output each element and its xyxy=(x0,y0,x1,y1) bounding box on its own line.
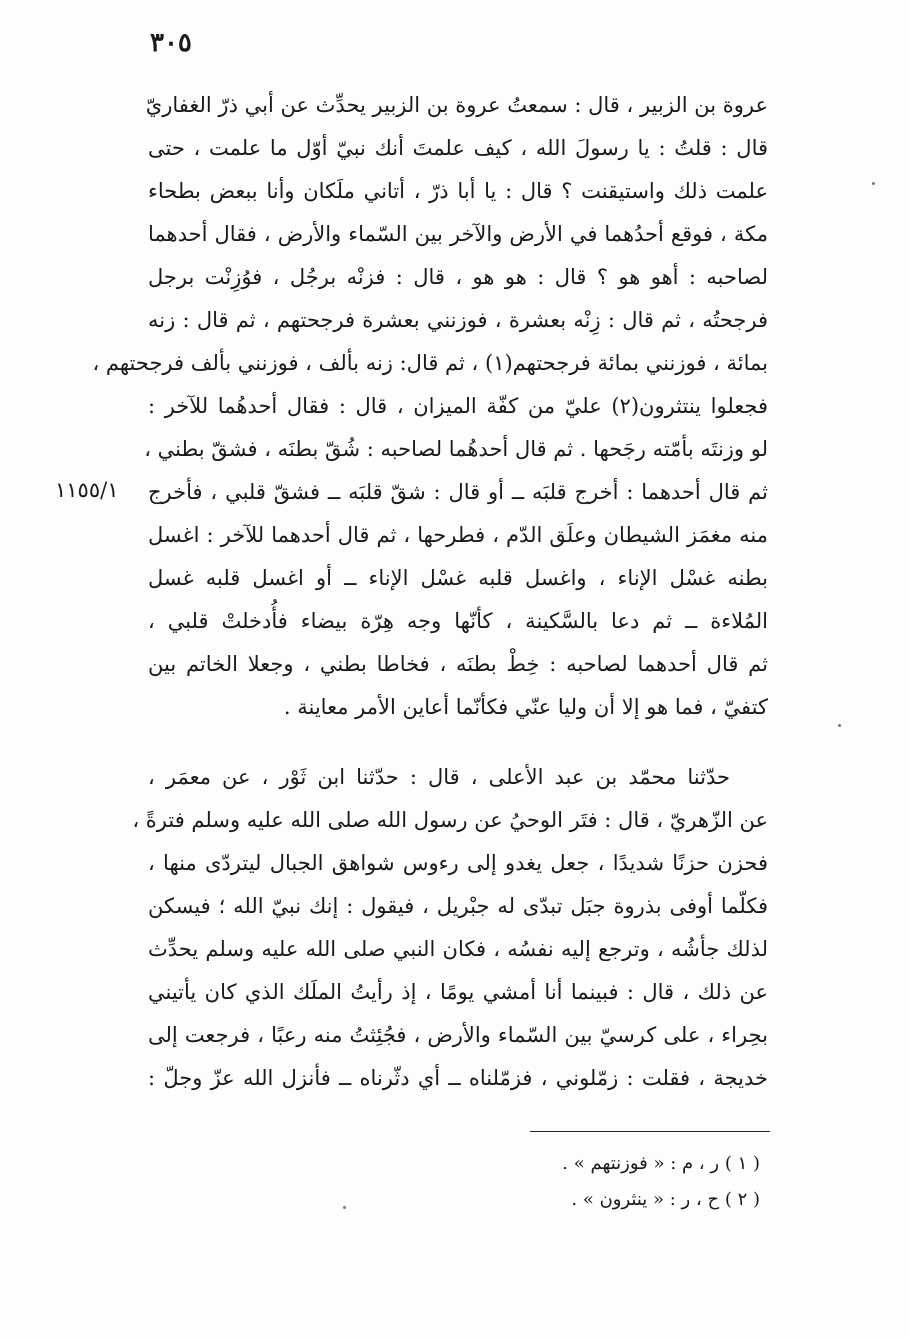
text-line: لصاحبه : أهو هو ؟ قال : هو هو ، قال : فزنْه برجُل ، فوُزِنْت برجل xyxy=(148,265,768,289)
text-line: فكلّما أوفى بذروة جبَل تبدّى له جبْريل ، فيقول : إنك نبيّ الله ؛ فيسكن xyxy=(148,894,768,918)
text-line: فحزن حزنًا شديدًا ، جعل يغدو إلى رءوس شواهق الجبال ليتردّى منها ، xyxy=(148,851,768,875)
text-line: فجعلوا ينتثرون(٢) عليّ من كفّة الميزان ، قال : فقال أحدهُما للآخر : xyxy=(148,394,769,418)
scan-speck xyxy=(872,182,875,185)
text-line: ثم قال أحدهما لصاحبه : خِطْ بطنَه ، فخاطا بطني ، وجعلا الخاتم بين xyxy=(148,652,768,676)
text-line: بحِراء ، على كرسيّ بين السّماء والأرض ، فجُئِثتُ منه رعبًا ، فرجعت إلى xyxy=(148,1023,768,1047)
text-line: منه مغمَز الشيطان وعلَق الدّم ، فطرحها ، ثم قال أحدهما للآخر : اغسل xyxy=(148,523,768,547)
text-line: عن الزّهريّ ، قال : فتَر الوحيُ عن رسول الله صلى الله عليه وسلم فترةً ، xyxy=(132,808,768,832)
side-reference: ١١٥٥/١ xyxy=(55,478,119,502)
text-line: لذلك جأشُه ، وترجع إليه نفسُه ، فكان النبي صلى الله عليه وسلم يحدِّث xyxy=(148,937,768,961)
text-line: علمت ذلك واستيقنت ؟ قال : يا أبا ذرّ ، أتاني ملَكان وأنا ببعض بطحاء xyxy=(148,179,768,203)
text-line: المُلاءة ــ ثم دعا بالسَّكينة ، كأنّها وجه هِرّة بيضاء فأُدخلتْ قلبي ، xyxy=(148,609,768,633)
paragraph-2 xyxy=(132,756,768,1100)
footnote-divider xyxy=(530,1131,770,1132)
text-line: عن ذلك ، قال : فبينما أنا أمشي يومًا ، إذ رأيتُ الملَك الذي كان يأتيني xyxy=(148,980,768,1004)
page-number: ٣٠٥ xyxy=(150,28,192,58)
paragraph-1 xyxy=(92,84,769,729)
footnotes xyxy=(400,1146,760,1218)
text-line: عروة بن الزبير ، قال : سمعتُ عروة بن الزبير يحدِّث عن أبي ذرّ الغفاريّ xyxy=(145,93,768,117)
scan-speck xyxy=(838,724,841,727)
text-line: خديجة ، فقلت : زمّلوني ، فزمّلناه ــ أي دثّرناه ــ فأنزل الله عزّ وجلّ : xyxy=(148,1066,768,1090)
text-line: حدّثنا محمّد بن عبد الأعلى ، قال : حدّثنا ابن ثَوْر ، عن معمَر ، xyxy=(148,765,730,789)
scan-speck xyxy=(343,1206,346,1209)
text-line: مكة ، فوقع أحدُهما في الأرض والآخر بين السّماء والأرض ، فقال أحدهما xyxy=(148,222,768,246)
footnote-1: ( ١ ) ر ، م : « فوزنتهم » . xyxy=(562,1153,760,1174)
text-line: قال : قلتُ : يا رسولَ الله ، كيف علمتَ أنك نبيّ أوّل ما علمت ، حتى xyxy=(148,136,768,160)
text-line: بطنه غسْل الإناء ، واغسل قلبه غسْل الإناء ــ أو اغسل قلبه غسل xyxy=(148,566,768,590)
text-line: فرجحتُه ، ثم قال : زِنْه بعشرة ، فوزنني بعشرة فرجحتهم ، ثم قال : زنه xyxy=(148,308,768,332)
text-line: كتفيّ ، فما هو إلا أن وليا عنّي فكأنّما أعاين الأمر معاينة . xyxy=(283,695,768,719)
text-line: بمائة ، فوزنني بمائة فرجحتهم(١) ، ثم قال: زنه بألف ، فوزنني بألف فرجحتهم ، xyxy=(92,351,768,375)
footnote-2: ( ٢ ) ح ، ر : « ينثرون » . xyxy=(571,1189,760,1210)
text-line: لو وزنتَه بأمّته رجَحها . ثم قال أحدهُما لصاحبه : شُقّ بطنَه ، فشقّ بطني ، xyxy=(144,437,768,461)
text-line: ثم قال أحدهما : أخرج قلبَه ــ أو قال : شقّ قلبَه ــ فشقّ قلبي ، فأخرج xyxy=(148,480,768,504)
